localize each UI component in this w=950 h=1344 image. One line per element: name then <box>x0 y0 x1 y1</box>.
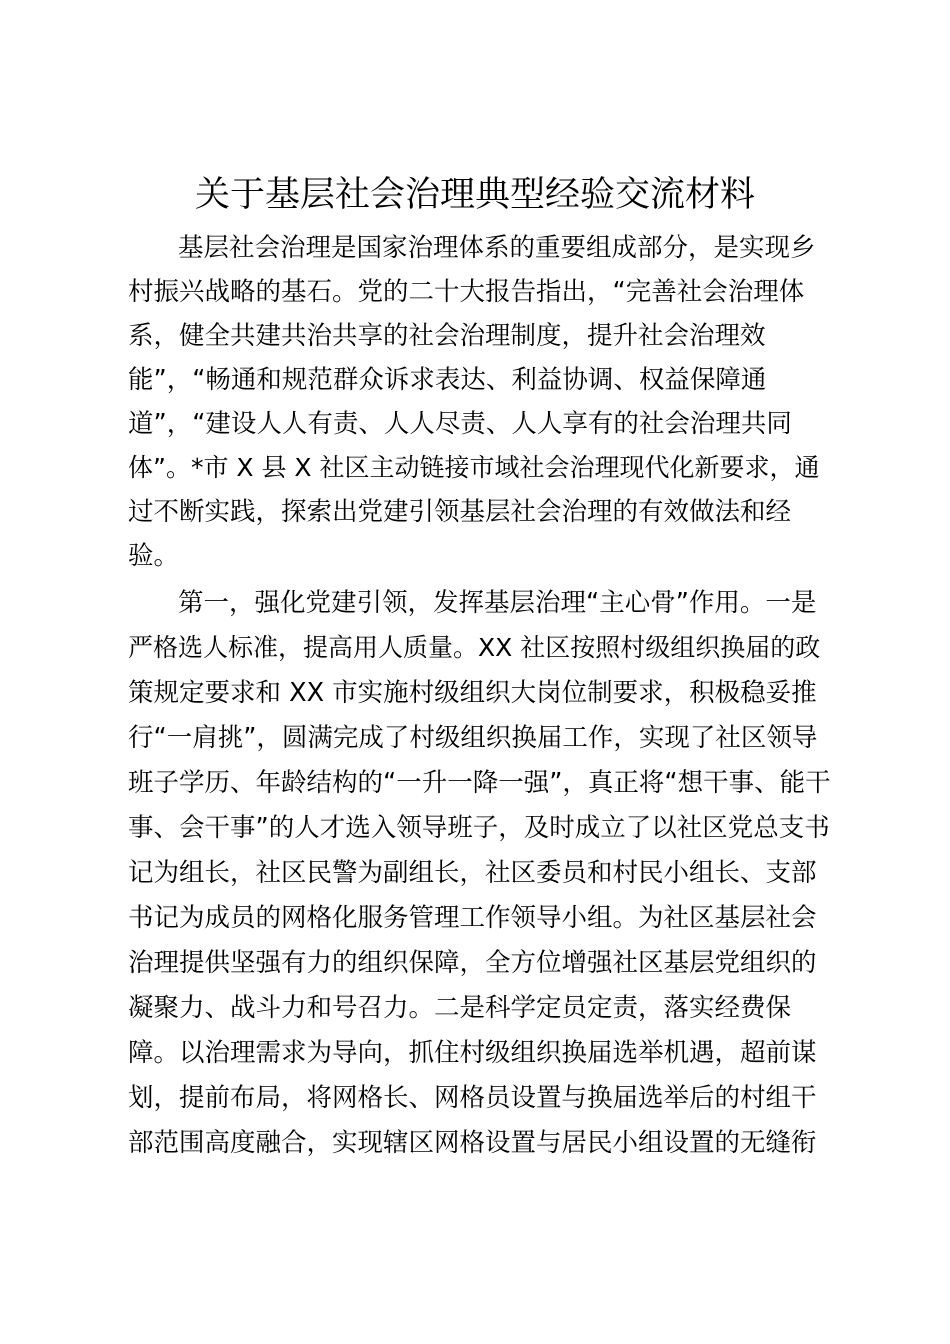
paragraph-2-line: 记为组长，社区民警为副组长，社区委员和村民小组长、支部 <box>128 858 817 888</box>
paragraph-2-line: 第一，强化党建引领，发挥基层治理“主心骨”作用。一是 <box>178 588 817 618</box>
paragraph-2-line: 治理提供坚强有力的组织保障，全方位增强社区基层党组织的 <box>128 948 817 978</box>
paragraph-1-line: 基层社会治理是国家治理体系的重要组成部分，是实现乡 <box>178 233 816 263</box>
paragraph-1-line: 验。 <box>128 541 180 571</box>
document-title: 关于基层社会治理典型经验交流材料 <box>194 175 755 215</box>
paragraph-2-line: 严格选人标准，提高用人质量。XX 社区按照村级组织换届的政 <box>128 633 821 662</box>
paragraph-1-line: 系，健全共建共治共享的社会治理制度，提升社会治理效 <box>128 321 766 351</box>
paragraph-1-line: 道”，“建设人人有责、人人尽责、人人享有的社会治理共同 <box>128 409 792 439</box>
paragraph-2-line: 策规定要求和 XX 市实施村级组织大岗位制要求，积极稳妥推 <box>128 678 817 708</box>
paragraph-2-line: 班子学历、年龄结构的“一升一降一强”，真正将“想干事、能干 <box>128 768 831 798</box>
paragraph-1-line: 体”。*市 X 县 X 社区主动链接市域社会治理现代化新要求，通 <box>128 453 820 482</box>
paragraph-1-line: 村振兴战略的基石。党的二十大报告指出，“完善社会治理体 <box>128 277 805 307</box>
paragraph-1-line: 过不断实践，探索出党建引领基层社会治理的有效做法和经 <box>128 497 792 527</box>
paragraph-2-line: 凝聚力、战斗力和号召力。二是科学定员定责，落实经费保 <box>128 993 792 1023</box>
paragraph-2-line: 书记为成员的网格化服务管理工作领导小组。为社区基层社会 <box>128 903 817 933</box>
paragraph-2-line: 事、会干事”的人才选入领导班子，及时成立了以社区党总支书 <box>128 813 830 843</box>
paragraph-2-line: 行“一肩挑”，圆满完成了村级组织换届工作，实现了社区领导 <box>128 723 818 753</box>
paragraph-2-line: 部范围高度融合，实现辖区网格设置与居民小组设置的无缝衔 <box>128 1128 817 1158</box>
paragraph-1-line: 能”，“畅通和规范群众诉求表达、利益协调、权益保障通 <box>128 365 767 395</box>
paragraph-2-line: 障。以治理需求为导向，抓住村级组织换届选举机遇，超前谋 <box>128 1038 817 1068</box>
paragraph-2-line: 划，提前布局，将网格长、网格员设置与换届选举后的村组干 <box>128 1083 817 1113</box>
